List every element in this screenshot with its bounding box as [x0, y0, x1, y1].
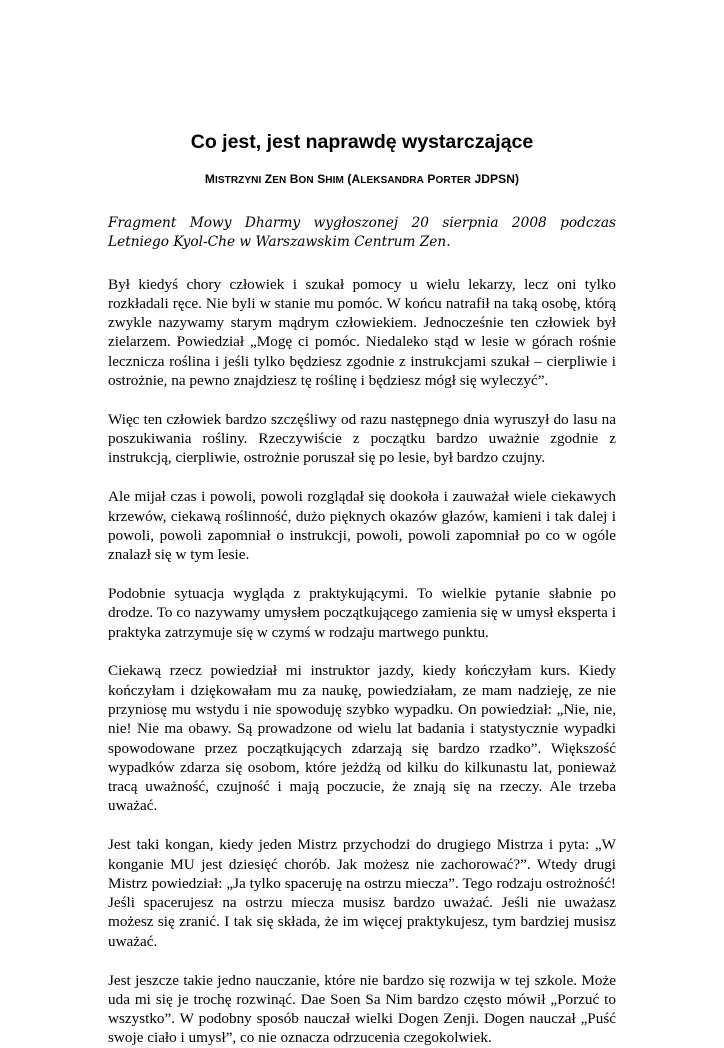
- body-paragraph-6: Jest taki kongan, kiedy jeden Mistrz przychodzi do drugiego Mistrza i pyta: „W konganie MU jest dziesięć chorób. Jak możesz nie zachorować?”. Wtedy drugi Mistrz powiedział: „Ja tylko spaceruję na ostrzu miecza”. Tego rodzaju ostrożność! Jeśli spacerujesz na ostrzu miecza musisz bardzo uważać. Jeśli nie uważasz możesz się zranić. I tak się składa, że im więcej praktykujesz, tym bardziej musisz uważać.: [108, 836, 616, 950]
- body-paragraph-4: Podobnie sytuacja wygląda z praktykującymi. To wielkie pytanie słabnie po drodze. To co nazywamy umysłem początkującego zamienia się w umysł eksperta i praktyka zatrzymuje się w czymś w rodzaju martwego punktu.: [108, 584, 616, 641]
- document-body: [108, 214, 616, 1048]
- document-author: MISTRZYNI ZEN BON SHIM (ALEKSANDRA PORTER JDPSN): [204, 172, 520, 186]
- document-title: Co jest, jest naprawdę wystarczające: [190, 131, 534, 153]
- body-paragraph-1: Był kiedyś chory człowiek i szukał pomocy u wielu lekarzy, lecz oni tylko rozkładali ręce. Nie byli w stanie mu pomóc. W końcu natrafił na taką osobę, którą zwykle nazywamy starym mądrym człowiekiem. Jednocześnie ten człowiek był zielarzem. Powiedział „Mogę ci pomóc. Niedaleko stąd w lesie w górach rośnie lecznicza roślina i jeśli tylko będziesz zgodnie z instrukcjami szukał – cierpliwie i ostrożnie, na pewno znajdziesz tę roślinę i będziesz mógł się wyleczyć”.: [108, 275, 616, 390]
- body-paragraph-3: Ale mijał czas i powoli, powoli rozglądał się dookoła i zauważał wiele ciekawych krzewów, ciekawą roślinność, dużo pięknych okazów głazów, kamieni i tak dalej i powoli, powoli zapomniał o instrukcji, powoli, powoli zapomniał po co w ogóle znalazł się w tym lesie.: [108, 488, 616, 564]
- body-paragraph-2: Więc ten człowiek bardzo szczęśliwy od razu następnego dnia wyruszył do lasu na poszukiwania rośliny. Rzeczywiście z początku bardzo uważnie zgodnie z instrukcją, cierpliwie, ostrożnie poruszał się po lesie, był bardzo czujny.: [108, 410, 616, 467]
- body-paragraph-5: Ciekawą rzecz powiedział mi instruktor jazdy, kiedy kończyłam kurs. Kiedy kończyłam i dziękowałam mu za naukę, powiedziałam, ze mam nadzieję, ze nie przyniosę mu wstydu i nie spowoduję szybko wypadku. On powiedział: „Nie, nie, nie! Nie ma obawy. Są prowadzone od wielu lat badania i statystycznie wypadki spowodowane przez początkujących zdarzają się bardzo rzadko”. Większość wypadków zdarza się osobom, które jeżdżą od kilku do kilkunastu lat, ponieważ tracą uważność, czujność i mają poczucie, że znają się na rzeczy. Ale trzeba uważać.: [108, 662, 616, 815]
- body-paragraph-7: Jest jeszcze takie jedno nauczanie, które nie bardzo się rozwija w tej szkole. Może uda mi się je trochę rozwinąć. Dae Soen Sa Nim bardzo często mówił „Porzuć to wszystko”. W podobny sposób nauczał wielki Dogen Zenji. Dogen nauczał „Puść swoje ciało i umysł”, co nie oznacza odrzucenia czegokolwiek.: [108, 971, 616, 1047]
- lead-paragraph: Fragment Mowy Dharmy wygłoszonej 20 sierpnia 2008 podczas Letniego Kyol-Che w Warszawskim Centrum Zen.: [108, 215, 616, 251]
